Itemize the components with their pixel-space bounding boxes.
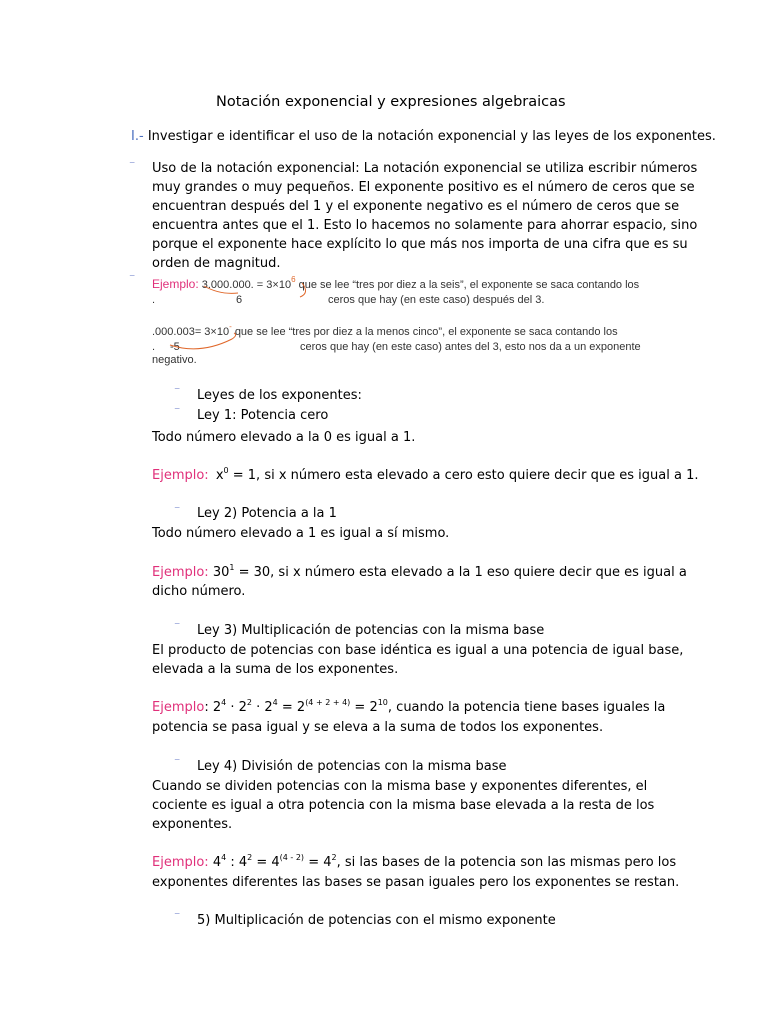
example-exponent: 2 <box>331 853 337 862</box>
example-minus-five: -5 <box>170 341 180 353</box>
example-text: que se lee “tres por diez a la menos cinco”, el exponente se saca contando los <box>234 326 618 338</box>
example-image <box>150 275 670 370</box>
ley3-heading: Ley 3) Multiplicación de potencias con la misma base <box>197 623 545 638</box>
ley4-text-line: cociente es igual a otra potencia con la misma base elevada a la resta de los <box>152 798 655 813</box>
example-term: · 2 <box>226 700 247 715</box>
example-rest: , si las bases de la potencia son las mismas pero los <box>336 855 677 870</box>
example-label: Ejemplo: <box>152 468 209 483</box>
example-term: = 4 <box>304 855 332 870</box>
example-six: 6 <box>236 294 243 306</box>
example-exponent: 2 <box>246 698 252 707</box>
uso-line: Uso de la notación exponencial: La notación exponencial se utiliza escribir números <box>152 161 698 176</box>
example-term: = 2 <box>277 700 306 715</box>
example-line-4-dot: . <box>152 341 156 353</box>
uso-line: muy grandes o muy pequeños. El exponente positivo es el número de ceros que se <box>152 180 695 195</box>
uso-line: porque el exponente hace explícito lo que más nos importa de una cifra que es su <box>152 237 688 252</box>
example-exponent: (4 + 2 + 4) <box>305 698 351 707</box>
example-term: 2 <box>212 700 222 715</box>
ley4-example <box>152 853 676 872</box>
example-term: · 2 <box>251 700 273 715</box>
ley4-text-line: exponentes. <box>152 817 233 832</box>
example-exponent: (4 - 2) <box>279 853 305 862</box>
example-term: = 2 <box>350 700 378 715</box>
bullet-dash-icon: ⁻ <box>129 157 136 171</box>
example-label: Ejemplo: <box>152 277 199 291</box>
uso-line: orden de magnitud. <box>152 256 281 271</box>
annotation-arrows <box>150 275 670 370</box>
uso-paragraph <box>152 159 698 273</box>
example-rest: = 1, si x número esta elevado a cero esto quiere decir que es igual a 1. <box>228 468 699 483</box>
section-marker: I.- <box>131 129 144 144</box>
example-label: Ejemplo: <box>152 855 209 870</box>
example-line-2-text: ceros que hay (en este caso) después del 3. <box>328 294 545 306</box>
ley2-heading: Ley 2) Potencia a la 1 <box>197 506 337 521</box>
bullet-dash-icon: ⁻ <box>129 270 136 284</box>
bullet-dash-icon: ⁻ <box>174 383 181 397</box>
example-term: : 4 <box>226 855 248 870</box>
example-exponent: 10 <box>377 698 388 707</box>
example-number: .000.003= 3×10 <box>152 326 230 338</box>
example-exponent: 4 <box>221 698 227 707</box>
ley4-heading: Ley 4) División de potencias con la misma base <box>197 759 507 774</box>
example-exponent: 4 <box>272 698 278 707</box>
ley1-text: Todo número elevado a la 0 es igual a 1. <box>152 430 416 445</box>
example-line-5: negativo. <box>152 354 197 366</box>
bullet-dash-icon: ⁻ <box>174 502 181 516</box>
example-label: Ejemplo: <box>152 565 209 580</box>
example-base: x <box>215 468 224 483</box>
ley3-example <box>152 698 665 717</box>
bullet-dash-icon: ⁻ <box>174 403 181 417</box>
section-text: Investigar e identificar el uso de la notación exponencial y las leyes de los exponentes. <box>147 129 716 144</box>
ley1-heading: Ley 1: Potencia cero <box>197 408 329 423</box>
example-exponent: - <box>229 322 232 331</box>
example-rest: , cuando la potencia tiene bases iguales la <box>387 700 666 715</box>
bullet-dash-icon: ⁻ <box>174 618 181 632</box>
ley2-example-line2: dicho número. <box>152 584 246 599</box>
example-line-4-text: ceros que hay (en este caso) antes del 3, esto nos da a un exponente <box>300 341 641 353</box>
ley1-example <box>152 466 698 485</box>
example-text: que se lee “tres por diez a la seis”, el exponente se saca contando los <box>298 279 640 291</box>
example-exponent: 0 <box>223 466 229 475</box>
page-title: Notación exponencial y expresiones algebraicas <box>216 94 566 110</box>
example-colon: : <box>204 700 209 715</box>
example-exponent: 6 <box>291 275 296 284</box>
ley3-text-line: elevada a la suma de los exponentes. <box>152 662 399 677</box>
example-base: 30 <box>212 565 230 580</box>
ley3-example-line2: potencia se pasa igual y se eleva a la suma de todos los exponentes. <box>152 720 604 735</box>
uso-line: encuentran después del 1 y el exponente negativo es el número de ceros que se <box>152 199 680 214</box>
example-exponent: 1 <box>229 563 235 572</box>
bullet-dash-icon: ⁻ <box>174 908 181 922</box>
example-term: = 4 <box>252 855 280 870</box>
ley3-text-line: El producto de potencias con base idéntica es igual a una potencia de igual base, <box>152 643 684 658</box>
ley4-text-line: Cuando se dividen potencias con la misma base y exponentes diferentes, el <box>152 779 648 794</box>
example-label: Ejemplo <box>152 700 205 715</box>
example-line-2-dot: . <box>152 294 156 306</box>
example-exponent: 4 <box>221 853 227 862</box>
example-term: 4 <box>212 855 222 870</box>
ley2-text: Todo número elevado a 1 es igual a sí mismo. <box>152 526 450 541</box>
example-number: 3.000.000. = 3×10 <box>201 279 292 291</box>
ley4-example-line2: exponentes diferentes las bases se pasan iguales pero los exponentes se restan. <box>152 875 680 890</box>
uso-line: encuentra antes que el 1. Esto lo hacemos no solamente para ahorrar espacio, sino <box>152 218 698 233</box>
bullet-dash-icon: ⁻ <box>174 754 181 768</box>
leyes-heading: Leyes de los exponentes: <box>197 388 362 403</box>
section-heading <box>131 127 716 146</box>
ley2-example <box>152 563 687 582</box>
ley5-heading: 5) Multiplicación de potencias con el mismo exponente <box>197 913 556 928</box>
example-rest: = 30, si x número esta elevado a la 1 eso quiere decir que es igual a <box>234 565 687 580</box>
example-exponent: 2 <box>247 853 253 862</box>
